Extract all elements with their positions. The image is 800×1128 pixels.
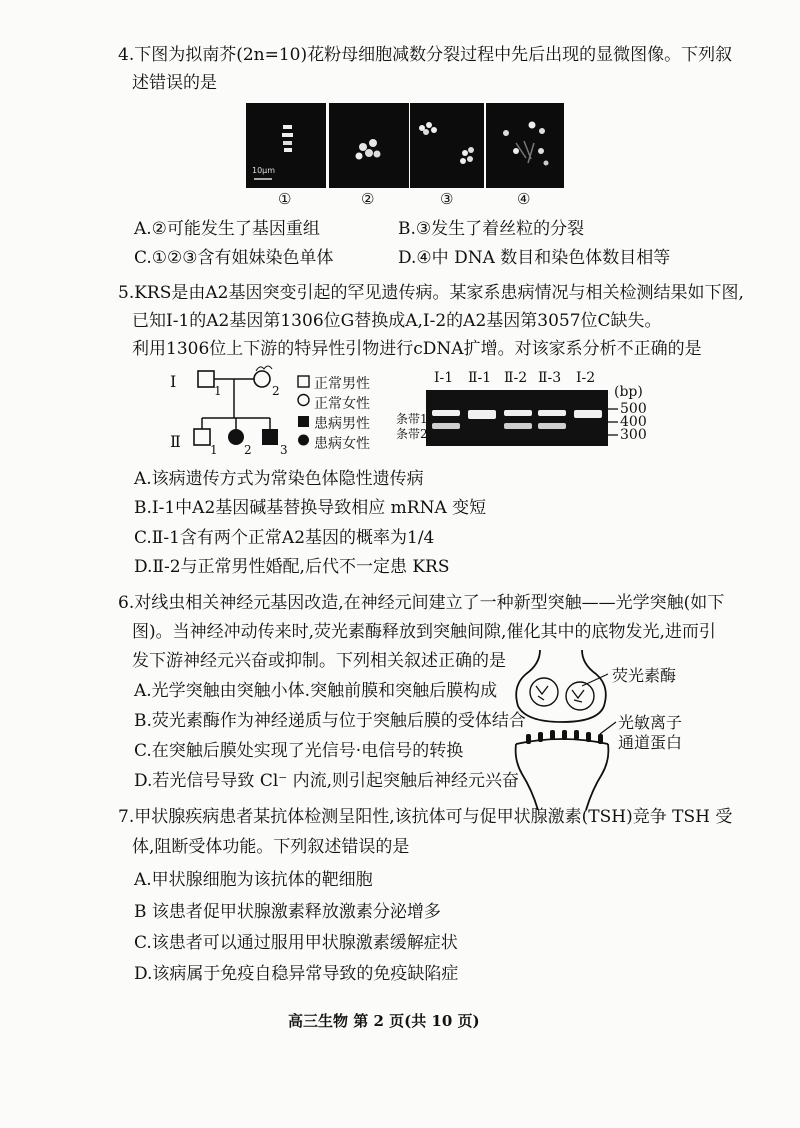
pedigree-num-I1: 1 (214, 384, 222, 398)
marker-500: 500 (620, 401, 647, 417)
legend-normal-male: 正常男性 (314, 376, 370, 392)
legend-affected-female: 患病女性 (314, 436, 370, 452)
marker-300: 300 (620, 427, 647, 443)
handwritten-mark (256, 366, 272, 371)
gel-unit: (bp) (614, 384, 643, 400)
band-lane4-lower (538, 423, 566, 429)
gen-I: Ⅰ (170, 372, 177, 391)
q6-option-d: D.若光信号导致 Cl⁻ 内流,则引起突触后神经元兴奋 (134, 771, 520, 791)
panel-label-1: ① (278, 190, 292, 208)
panel-label-3: ③ (440, 190, 454, 208)
q7-stem-line2: 体,阻断受体功能。下列叙述错误的是 (132, 837, 410, 857)
panel-label-4: ④ (517, 190, 531, 208)
lane-label-2: Ⅱ-1 (468, 370, 492, 386)
micrograph-2 (329, 103, 409, 188)
band-lane1-lower (432, 423, 460, 429)
q7-stem-line1: 7.甲状腺疾病患者某抗体检测呈阳性,该抗体可与促甲状腺激素(TSH)竞争 TSH 受 (118, 807, 733, 827)
panel-label-2: ② (361, 190, 375, 208)
band-lane3-lower (504, 423, 532, 429)
pedigree-I2 (254, 371, 270, 387)
label-luciferase: 荧光素酶 (612, 666, 677, 685)
lane-label-1: Ⅰ-1 (434, 370, 454, 386)
chromosome-image-3 (410, 103, 484, 188)
band-lane3-upper (504, 410, 532, 416)
label-light-channel-1: 光敏离子 (618, 713, 683, 732)
band-lane2-upper (468, 410, 496, 419)
label-light-channel-2: 通道蛋白 (618, 733, 683, 752)
pedigree-I1 (198, 371, 214, 387)
q5-option-b: B.Ⅰ-1中A2基因碱基替换导致相应 mRNA 变短 (134, 498, 487, 518)
q7-option-d: D.该病属于免疫自稳异常导致的免疫缺陷症 (134, 964, 459, 984)
lane-label-3: Ⅱ-2 (504, 370, 528, 386)
micrograph-1 (246, 103, 326, 188)
micrograph-4 (486, 103, 564, 188)
band1-label: 条带1 (396, 412, 428, 426)
q4-stem-line1: 4.下图为拟南芥(2n=10)花粉母细胞减数分裂过程中先后出现的显微图像。下列叙 (118, 45, 733, 65)
legend-symbols (296, 374, 312, 450)
q5-option-c: C.Ⅱ-1含有两个正常A2基因的概率为1/4 (134, 528, 435, 548)
chromosome-image-4 (486, 103, 564, 188)
q5-stem-line1: 5.KRS是由A2基因突变引起的罕见遗传病。某家系患病情况与相关检测结果如下图, (118, 283, 744, 303)
q4-option-d: D.④中 DNA 数目和染色体数目相等 (398, 248, 671, 268)
q4-option-a: A.②可能发生了基因重组 (134, 219, 320, 239)
pedigree-num-II1: 1 (210, 443, 218, 457)
marker-ticks (608, 400, 620, 440)
legend-normal-female: 正常女性 (314, 396, 370, 412)
q7-option-a: A.甲状腺细胞为该抗体的靶细胞 (134, 870, 373, 890)
q4-option-c: C.①②③含有姐妹染色单体 (134, 248, 334, 268)
pedigree-II1 (194, 429, 210, 445)
band-lane5-upper (574, 410, 602, 418)
q5-stem-line3: 利用1306位上下游的特异性引物进行cDNA扩增。对该家系分析不正确的是 (132, 339, 702, 359)
band-lane4-upper (538, 410, 566, 416)
q4-option-b: B.③发生了着丝粒的分裂 (398, 219, 585, 239)
pedigree-II3 (262, 429, 278, 445)
synapse-svg (512, 650, 622, 810)
gen-II: Ⅱ (170, 432, 181, 451)
q6-option-b: B.荧光素酶作为神经递质与位于突触后膜的受体结合 (134, 711, 526, 731)
legend-affected-male: 患病男性 (314, 416, 370, 432)
q7-option-b: B 该患者促甲状腺激素释放激素分泌增多 (134, 902, 441, 922)
q4-stem-line2: 述错误的是 (132, 73, 217, 93)
q6-option-a: A.光学突触由突触小体.突触前膜和突触后膜构成 (134, 681, 498, 701)
q5-option-d: D.Ⅱ-2与正常男性婚配,后代不一定患 KRS (134, 557, 450, 577)
pedigree-num-II2: 2 (244, 443, 252, 457)
q6-stem-line1: 6.对线虫相关神经元基因改造,在神经元间建立了一种新型突触——光学突触(如下 (118, 593, 725, 613)
pedigree-II2 (228, 429, 244, 445)
q7-option-c: C.该患者可以通过服用甲状腺激素缓解症状 (134, 933, 458, 953)
band-lane1-upper (432, 410, 460, 416)
gel-image (426, 390, 608, 446)
chromosome-image-2 (329, 103, 409, 188)
postsynaptic-neuron (516, 744, 609, 810)
band2-label: 条带2 (396, 427, 428, 441)
scale-bar-label: 10μm (252, 166, 276, 175)
page-footer: 高三生物 第 2 页(共 10 页) (288, 1012, 480, 1030)
chromosome-image-1 (246, 103, 326, 188)
marker-400: 400 (620, 414, 647, 430)
q6-stem-line3: 发下游神经元兴奋或抑制。下列相关叙述正确的是 (132, 651, 506, 671)
pedigree-num-I2: 2 (272, 384, 280, 398)
pedigree-svg (160, 362, 300, 462)
pedigree-num-II3: 3 (280, 443, 288, 457)
lane-label-4: Ⅱ-3 (538, 370, 562, 386)
q6-option-c: C.在突触后膜处实现了光信号·电信号的转换 (134, 741, 464, 761)
presynaptic-terminal (516, 650, 606, 722)
q5-stem-line2: 已知Ⅰ-1的A2基因第1306位G替换成A,Ⅰ-2的A2基因第3057位C缺失。 (132, 311, 662, 331)
q6-stem-line2: 图)。当神经冲动传来时,荧光素酶释放到突触间隙,催化其中的底物发光,进而引 (132, 622, 716, 642)
lane-label-5: Ⅰ-2 (576, 370, 596, 386)
q5-option-a: A.该病遗传方式为常染色体隐性遗传病 (134, 469, 424, 489)
micrograph-3 (410, 103, 484, 188)
